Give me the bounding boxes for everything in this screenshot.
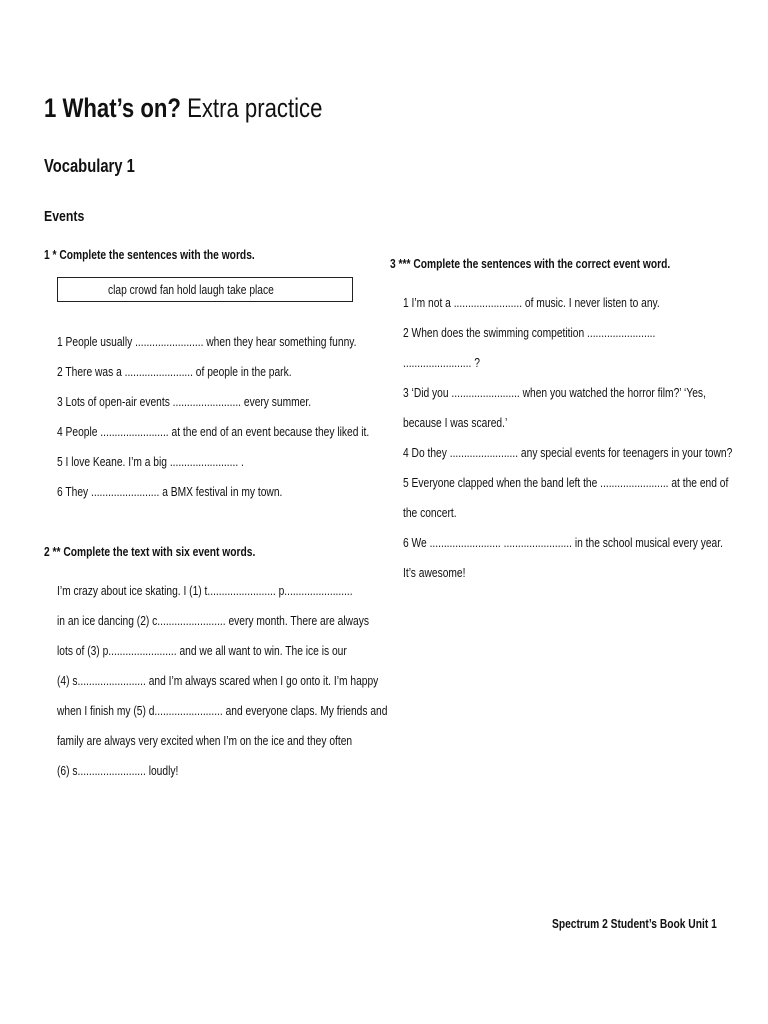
ex3-line: ........................ ? — [403, 356, 480, 370]
ex3-line: 6 We ......................... ........................ in the school musical every year. — [403, 536, 723, 550]
ex2-instruction: 2 ** Complete the text with six event words. — [44, 545, 256, 559]
subsection-heading: Events — [44, 208, 85, 225]
ex1-line: 2 There was a ........................ of people in the park. — [57, 365, 292, 379]
ex1-line: 6 They ........................ a BMX festival in my town. — [57, 485, 283, 499]
ex3-line: because I was scared.’ — [403, 416, 508, 430]
ex2-line: when I finish my (5) d........................ and everyone claps. My friends and — [57, 704, 388, 718]
ex3-line: 1 I’m not a ........................ of music. I never listen to any. — [403, 296, 660, 310]
ex2-line: I’m crazy about ice skating. I (1) t........................ p........................ — [57, 584, 353, 598]
ex1-line: 5 I love Keane. I’m a big ........................ . — [57, 455, 244, 469]
ex3-line: 3 ‘Did you ........................ when you watched the horror film?’ ‘Yes, — [403, 386, 706, 400]
title-rest: Extra practice — [180, 93, 323, 123]
ex1-line: 4 People ........................ at the end of an event because they liked it. — [57, 425, 370, 439]
ex2-line: (4) s........................ and I’m always scared when I go onto it. I’m happy — [57, 674, 379, 688]
ex3-line: 2 When does the swimming competition ........................ — [403, 326, 656, 340]
word-box-text: clap crowd fan hold laugh take place — [108, 283, 274, 297]
ex1-line: 1 People usually ........................ when they hear something funny. — [57, 335, 357, 349]
ex1-instruction: 1 * Complete the sentences with the words. — [44, 248, 255, 262]
page-title — [44, 93, 384, 123]
ex3-line: the concert. — [403, 506, 457, 520]
ex3-line: 5 Everyone clapped when the band left the ........................ at the end of — [403, 476, 729, 490]
title-bold: 1 What’s on? — [44, 93, 181, 123]
ex3-line: 4 Do they ........................ any special events for teenagers in your town? — [403, 446, 733, 460]
section-heading: Vocabulary 1 — [44, 156, 135, 176]
page-footer: Spectrum 2 Student’s Book Unit 1 — [552, 917, 717, 931]
ex3-line: It’s awesome! — [403, 566, 466, 580]
ex3-instruction: 3 *** Complete the sentences with the correct event word. — [390, 257, 671, 271]
ex1-line: 3 Lots of open-air events ........................ every summer. — [57, 395, 312, 409]
ex2-line: family are always very excited when I’m on the ice and they often — [57, 734, 353, 748]
ex2-line: lots of (3) p........................ and we all want to win. The ice is our — [57, 644, 347, 658]
ex2-line: (6) s........................ loudly! — [57, 764, 179, 778]
ex2-line: in an ice dancing (2) c........................ every month. There are always — [57, 614, 370, 628]
